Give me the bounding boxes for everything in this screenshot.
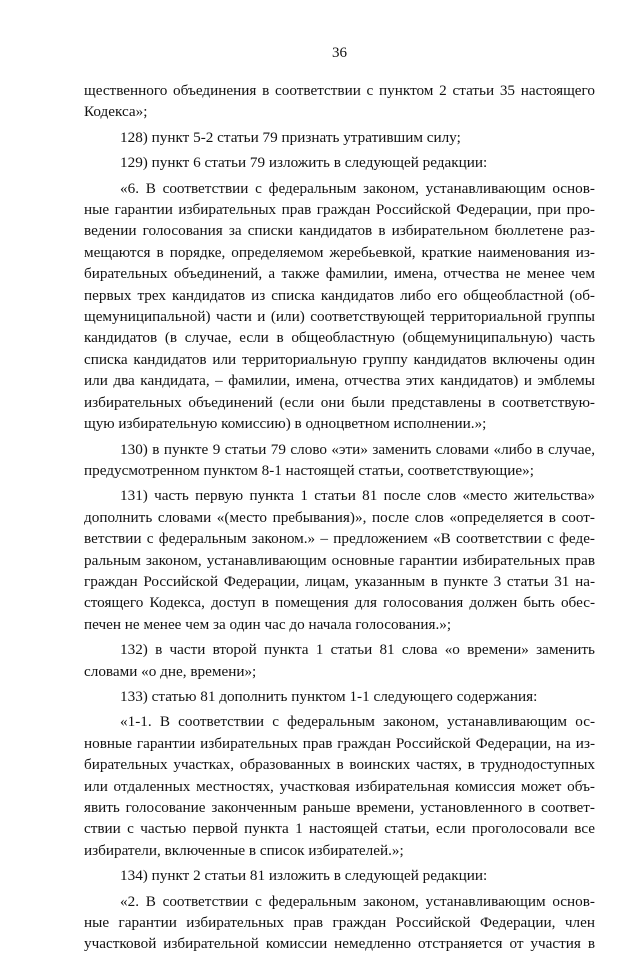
text-line: 132) в части второй пункта 1 статьи 81 слова «о времени» заменить <box>120 641 595 659</box>
paragraph <box>84 686 595 707</box>
text-line: словами «о дне, времени»; <box>84 662 257 680</box>
text-line: 130) в пункте 9 статьи 79 слово «эти» заменить словами «либо в случае, <box>120 440 595 458</box>
text-line: «1-1. В соответствии с федеральным законом, устанавливающим ос- <box>120 713 595 731</box>
text-line: новные гарантии избирательных прав граждан Российской Федерации, на из- <box>84 734 595 752</box>
text-line: граждан Российской Федерации, лицам, указанным в пункте 3 статьи 31 на- <box>84 572 595 590</box>
page-number: 36 <box>332 45 347 61</box>
text-line: мещаются в порядке, определяемом жеребьевкой, краткие наименования из- <box>84 243 595 261</box>
document-body <box>84 80 595 955</box>
text-line: Кодекса»; <box>84 103 148 121</box>
text-line: 133) статью 81 дополнить пунктом 1-1 следующего содержания: <box>120 687 538 705</box>
paragraph <box>84 127 595 148</box>
text-line: 128) пункт 5-2 статьи 79 признать утратившим силу; <box>120 128 461 146</box>
text-line: кандидатов (в случае, если в общеобластную (общемуниципальную) часть <box>84 329 595 347</box>
text-line: предусмотренном пунктом 8-1 настоящей статьи, соответствующие»; <box>84 461 534 479</box>
text-line: щественного объединения в соответствии с пунктом 2 статьи 35 настоящего <box>84 82 595 99</box>
text-line: дополнить словами «(место пребывания)», после слов «определяется в соот- <box>84 508 595 526</box>
text-line: 131) часть первую пункта 1 статьи 81 после слов «место жительства» <box>120 487 595 505</box>
text-line: ральным законом, устанавливающим основные гарантии избирательных прав <box>84 551 595 569</box>
text-line: или два кандидата, – фамилии, имена, отчества этих кандидатов) и эмблемы <box>84 372 595 390</box>
text-line: явить голосование законченным раньше времени, установленного в соответ- <box>84 799 595 816</box>
text-line: «6. В соответствии с федеральным законом, устанавливающим основ- <box>120 179 595 197</box>
text-line: ные гарантии избирательных прав граждан Российской Федерации, член <box>84 914 595 932</box>
paragraph <box>84 178 595 435</box>
paragraph <box>84 711 595 861</box>
text-line: 129) пункт 6 статьи 79 изложить в следующей редакции: <box>120 154 488 172</box>
text-line: первых трех кандидатов из списка кандидатов либо его общеобластной (об- <box>84 286 595 304</box>
text-line: ные гарантии избирательных прав граждан Российской Федерации, при про- <box>84 201 595 219</box>
text-line: избирательных объединений (если они были представлены в соответствую- <box>84 393 595 411</box>
text-line: или отдаленных местностях, участковая избирательная комиссия может объ- <box>84 777 595 795</box>
text-line: печен не менее чем за один час до начала голосования.»; <box>84 615 452 633</box>
paragraph <box>84 152 595 173</box>
text-line: бирательных участках, образованных в воинских частях, в труднодоступных <box>84 756 595 774</box>
text-line: ведении голосования за списки кандидатов в избирательном бюллетене раз- <box>84 222 595 240</box>
paragraph <box>84 639 595 682</box>
paragraph <box>84 891 595 955</box>
text-line: списка кандидатов или территориальную группу кандидатов включены один <box>84 350 595 368</box>
text-line: бирательных объединений, а также фамилии, имена, отчества не менее чем <box>84 265 595 283</box>
text-line: щую избирательную комиссию) в одноцветном исполнении.»; <box>84 415 487 433</box>
text-line: ствии с частью первой пункта 1 настоящей статьи, если проголосовали все <box>84 820 595 838</box>
text-line: ветствии с федеральным законом.» – предложением «В соответствии с феде- <box>84 530 595 548</box>
text-line: избиратели, включенные в список избирателей.»; <box>84 841 404 859</box>
paragraph <box>84 865 595 886</box>
paragraph <box>84 80 595 123</box>
text-line: щемуниципальной) части и (или) соответствующей территориальной группы <box>84 308 595 326</box>
text-line: 134) пункт 2 статьи 81 изложить в следующей редакции: <box>120 867 488 885</box>
paragraph <box>84 485 595 635</box>
text-line: стоящего Кодекса, доступ в помещения для голосования должен быть обес- <box>84 594 595 612</box>
text-line: участковой избирательной комиссии немедленно отстраняется от участия в <box>84 935 595 953</box>
text-line: «2. В соответствии с федеральным законом, устанавливающим основ- <box>120 892 595 910</box>
paragraph <box>84 439 595 482</box>
